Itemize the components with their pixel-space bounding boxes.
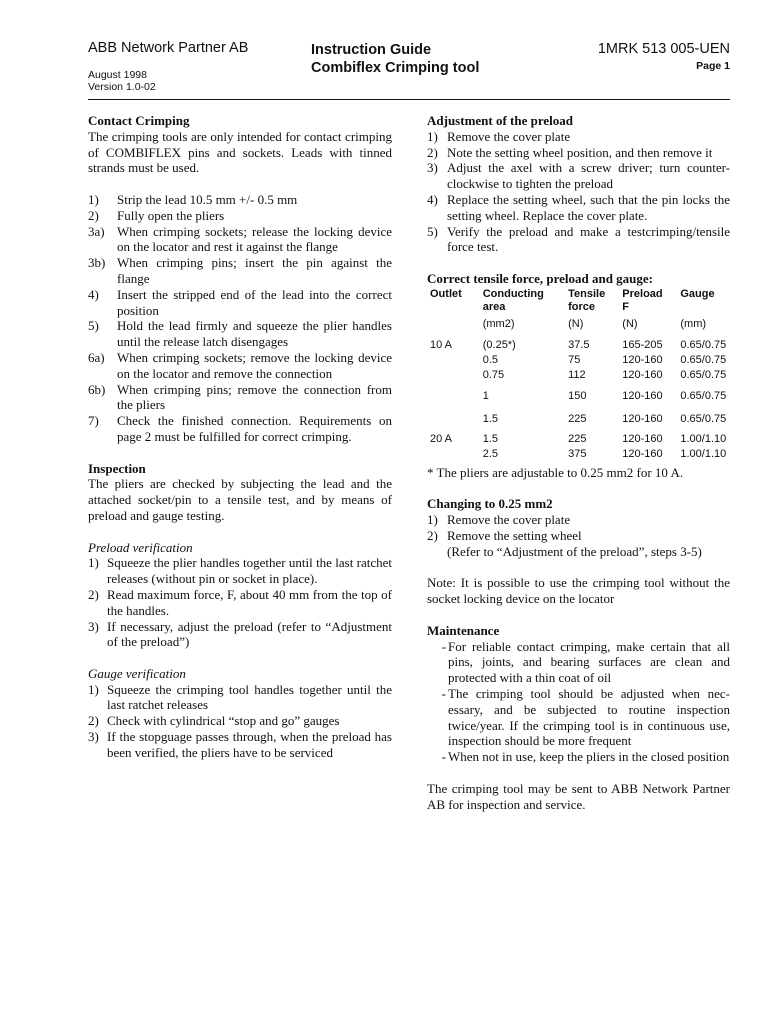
list-item: 5) Verify the preload and make a testcrimping/tensile force test.: [427, 223, 730, 255]
list-item: 3b) When crimping pins; insert the pin against the flange: [88, 255, 392, 286]
list-item: 1) Squeeze the crimping tool handles together until the last ratchet releases: [88, 681, 392, 713]
table-header-row: [427, 288, 730, 314]
tensile-footnote: * The pliers are adjustable to 0.25 mm2 for 10 A.: [427, 464, 684, 480]
maintenance-list: [427, 639, 730, 765]
inspection-heading: Inspection: [88, 460, 146, 476]
page-number: Page 1: [696, 60, 730, 72]
list-item: 7) Check the finished connection. Requirements on page 2 must be fulfilled for correct crimping.: [88, 413, 392, 444]
tensile-heading: Correct tensile force, preload and gauge:: [427, 270, 654, 286]
right-column: [427, 113, 730, 812]
column-header-gauge: Gauge: [680, 287, 715, 300]
column-header-tensile-force: Tensile force: [568, 287, 606, 313]
note-paragraph: Note: It is possible to use the crimping tool without the socket locking device on the locator: [427, 575, 730, 607]
table-row: 1.5 225 120-160 0.65/0.75: [482, 412, 727, 425]
changing-heading: Changing to 0.25 mm2: [427, 496, 553, 512]
table-row: 10 A (0.25*) 37.5 165-205 0.65/0.75: [430, 338, 727, 351]
document-date: August 1998: [88, 69, 147, 81]
table-row: 2.5 375 120-160 1.00/1.10: [482, 447, 727, 460]
document-header: [88, 40, 730, 100]
adjustment-steps: [427, 129, 730, 255]
list-item: 6b) When crimping pins; remove the connection from the pliers: [88, 381, 392, 413]
list-item: - For reliable contact crimping, make certain that all pins, joints, and bearing surfaces are clean and protected with a thin coat of oil: [441, 638, 730, 686]
table-row: 1 150 120-160 0.65/0.75: [482, 389, 727, 402]
column-header-preload: Preload F: [622, 287, 663, 313]
column-header-outlet: Outlet: [430, 287, 462, 300]
list-item: 2) Fully open the pliers: [88, 207, 225, 223]
gauge-steps: [88, 682, 392, 761]
company-name: ABB Network Partner AB: [88, 40, 249, 56]
document-number: 1MRK 513 005-UEN: [597, 41, 730, 57]
list-item: 2) Check with cylindrical “stop and go” gauges: [88, 713, 340, 729]
list-item: 2) Remove the setting wheel: [427, 527, 582, 543]
changing-steps: [427, 512, 730, 544]
document-version: Version 1.0-02: [88, 81, 156, 93]
tensile-table: [427, 288, 730, 463]
preload-verification-heading: Preload verification: [88, 539, 193, 555]
document-subtitle: Combiflex Crimping tool: [311, 60, 480, 76]
list-item: 5) Hold the lead firmly and squeeze the plier handles until the release latch disengages: [88, 318, 392, 350]
table-units-row: (mm2) (N) (N) (mm): [482, 317, 707, 330]
maintenance-heading: Maintenance: [427, 622, 500, 638]
list-item: 6a) When crimping sockets; remove the locking device on the locator and remove the connection: [88, 349, 392, 381]
list-item: 2) Read maximum force, F, about 40 mm from the top of the handles.: [88, 586, 392, 618]
list-item: 2) Note the setting wheel position, and then remove it: [427, 144, 713, 160]
contact-crimping-intro: The crimping tools are only intended for contact crimping of COMBIFLEX pins and sockets. Leads with tinned strands must be used.: [88, 128, 392, 176]
document-title: Instruction Guide: [311, 42, 432, 58]
preload-steps: [88, 555, 392, 650]
list-item: 1) Strip the lead 10.5 mm +/- 0.5 mm: [88, 191, 298, 207]
column-header-conducting-area: Conducting area: [482, 287, 544, 313]
list-item: 1) Squeeze the plier handles together until the last ratchet releases (without pin or socket in place).: [88, 555, 392, 587]
list-item: 3) If necessary, adjust the preload (refer to “Adjustment of the preload”): [88, 618, 392, 650]
list-item: 3) Adjust the axel with a screw driver; turn counter-clockwise to tighten the preload: [427, 160, 730, 192]
closing-paragraph: The crimping tool may be sent to ABB Network Partner AB for inspection and service.: [427, 780, 730, 812]
left-column: [88, 113, 392, 761]
adjustment-heading: Adjustment of the preload: [427, 113, 574, 128]
gauge-verification-heading: Gauge verification: [88, 665, 186, 681]
list-item: 1) Remove the cover plate: [427, 512, 571, 528]
table-row: 0.75 112 120-160 0.65/0.75: [482, 368, 727, 381]
contact-crimping-steps: [88, 192, 392, 445]
list-item: 4) Replace the setting wheel, such that the pin locks the setting wheel. Replace the cover plate.: [427, 191, 730, 223]
table-row: 0.5 75 120-160 0.65/0.75: [482, 353, 727, 366]
list-item: - When not in use, keep the pliers in the closed position: [441, 749, 730, 765]
list-item: 4) Insert the stripped end of the lead into the correct position: [88, 286, 392, 318]
contact-crimping-heading: Contact Crimping: [88, 113, 190, 128]
changing-refer-note: (Refer to “Adjustment of the preload”, steps 3-5): [447, 543, 702, 559]
header-divider: [88, 99, 730, 100]
list-item: - The crimping tool should be adjusted when nec-essary, and be subjected to routine inspection twice/year. If the crimping tool is in continuous use, inspection should be more frequent: [441, 685, 730, 749]
table-row: 20 A 1.5 225 120-160 1.00/1.10: [430, 432, 727, 445]
list-item: 1) Remove the cover plate: [427, 128, 571, 144]
list-item: 3) If the stopguage passes through, when the preload has been verified, the pliers have to be serviced: [88, 729, 392, 760]
list-item: 3a) When crimping sockets; release the locking device on the locator and rest it against the flange: [88, 223, 392, 255]
inspection-intro: The pliers are checked by subjecting the lead and the attached socket/pin to a tensile test, and by means of preload and gauge testing.: [88, 476, 392, 523]
